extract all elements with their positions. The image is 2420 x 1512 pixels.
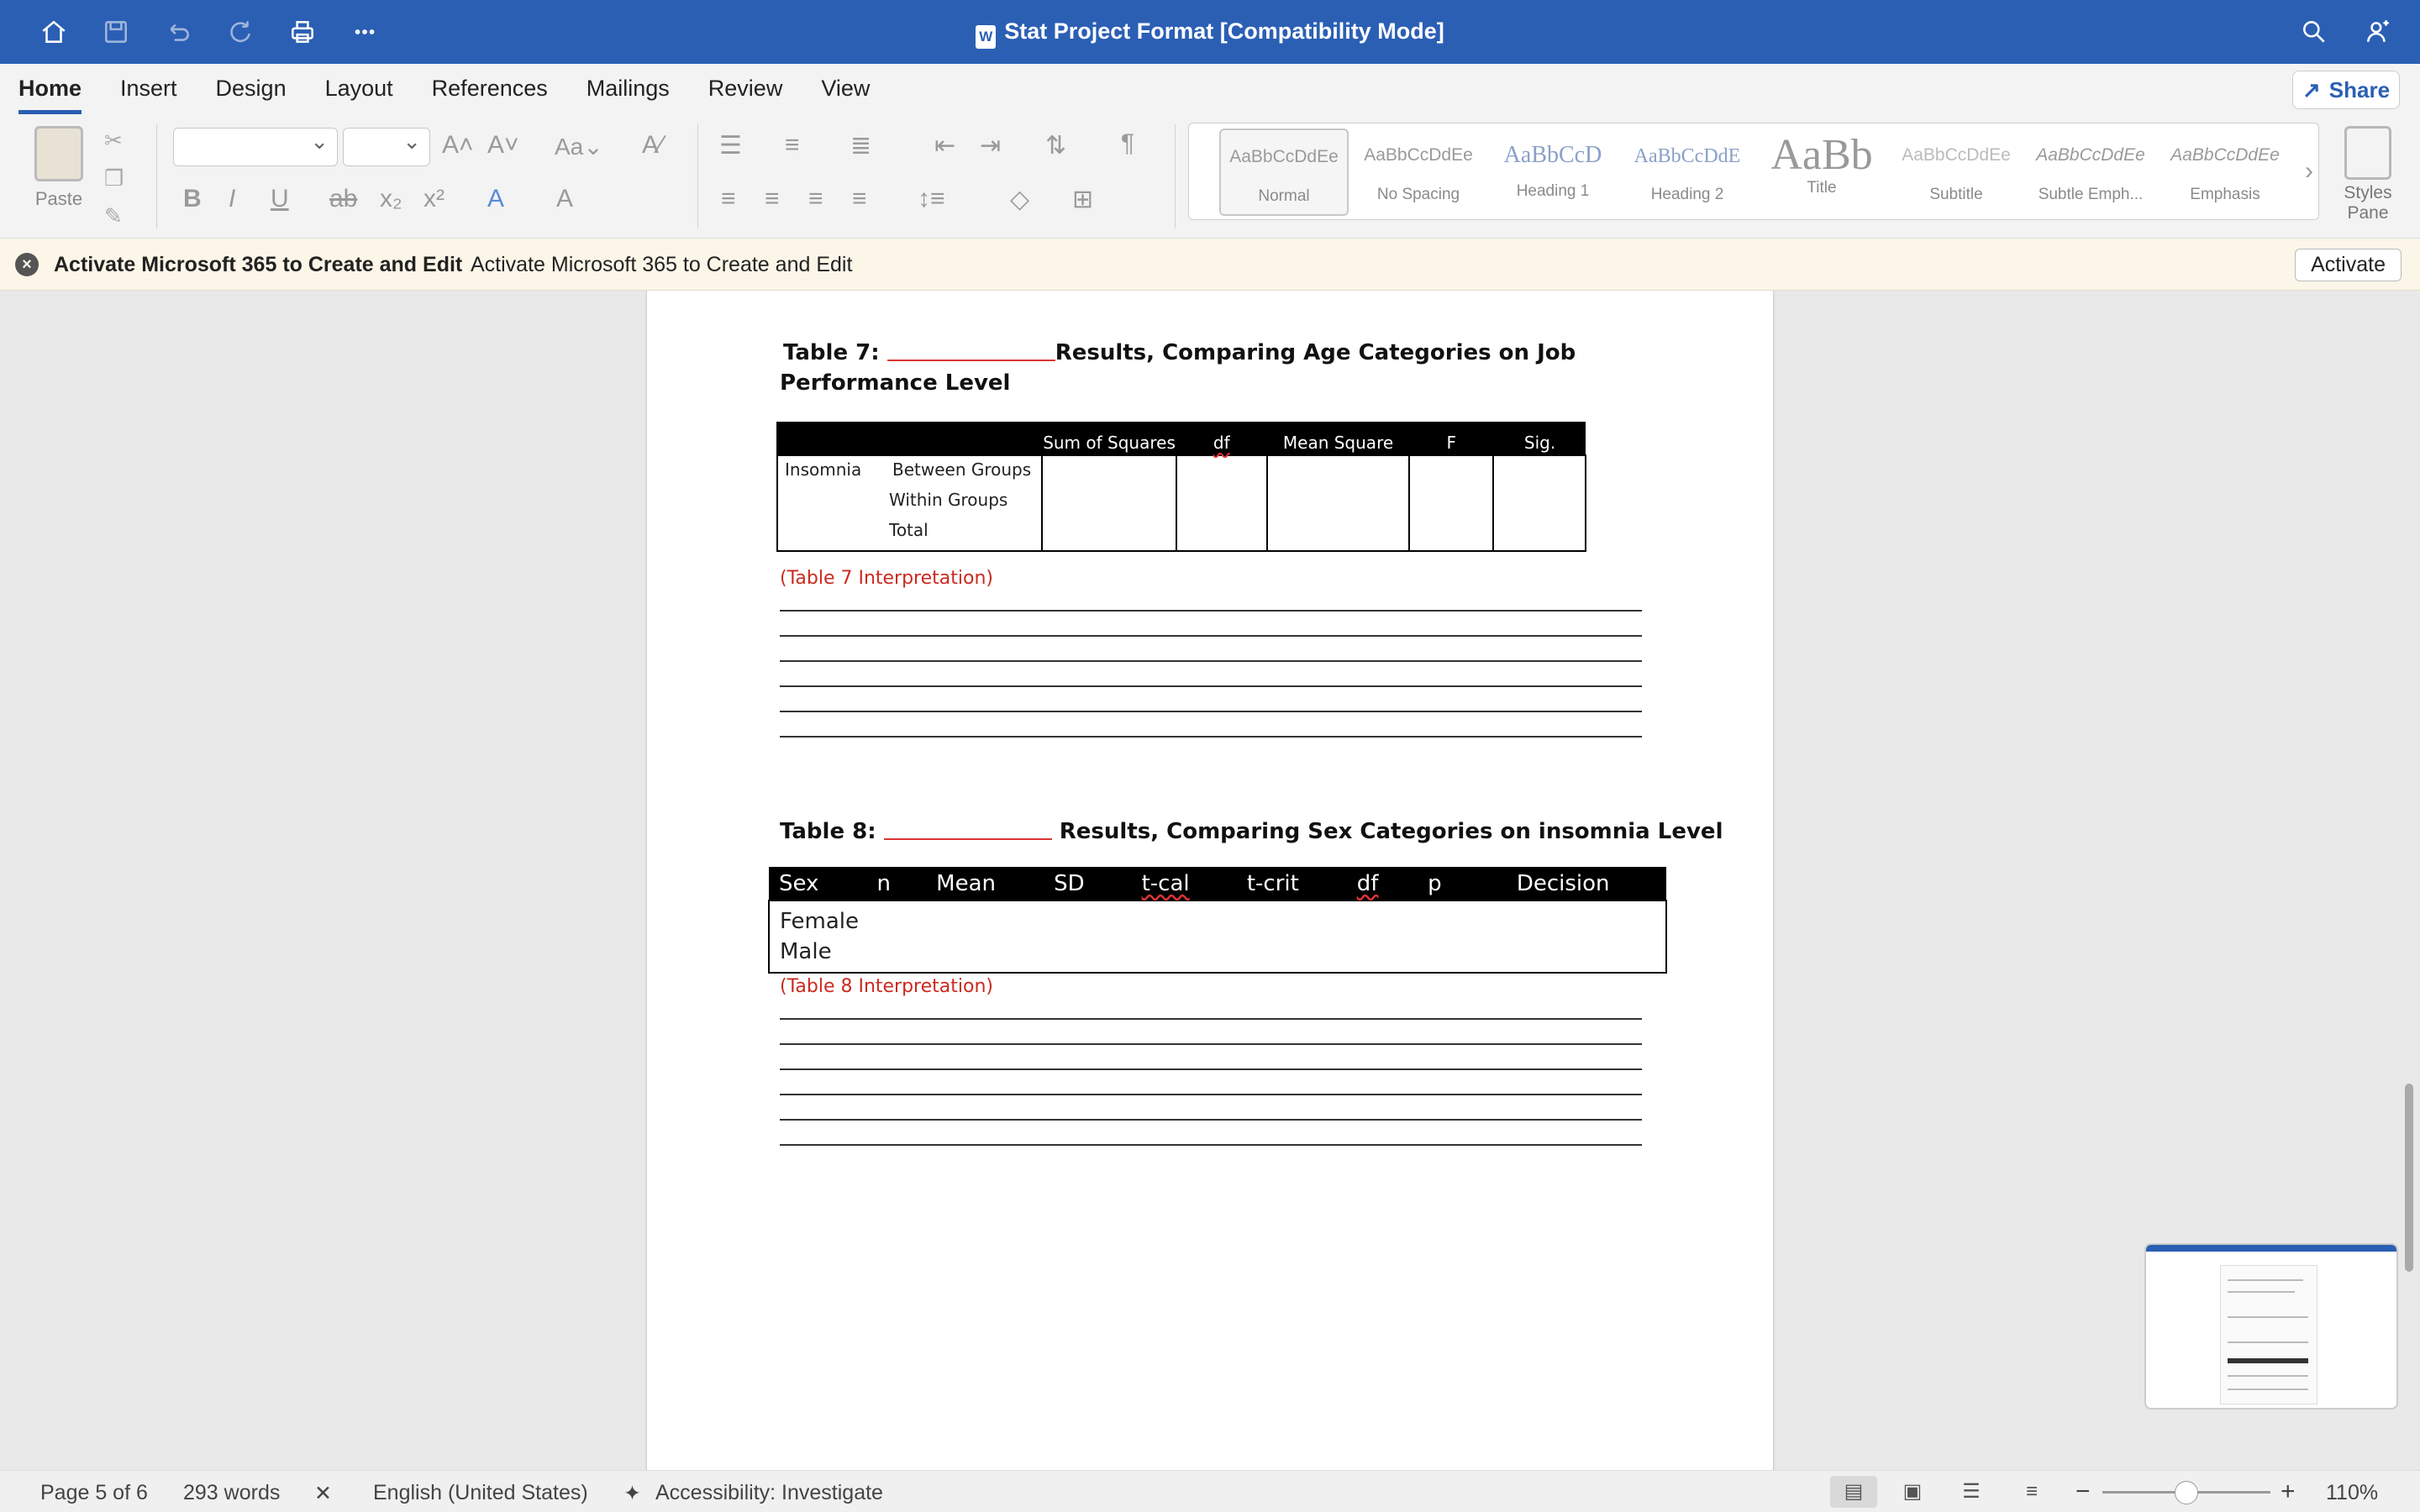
answer-line xyxy=(780,1018,1642,1020)
table-cell[interactable] xyxy=(1042,455,1176,551)
table-header: SD xyxy=(1027,867,1111,900)
bold-icon[interactable]: B xyxy=(183,185,202,213)
style-subtitle[interactable] xyxy=(1891,129,2021,216)
table-header: F xyxy=(1409,422,1493,455)
page-count[interactable]: Page 5 of 6 xyxy=(40,1481,148,1504)
style-heading-1[interactable] xyxy=(1488,129,1618,216)
table-header-text: df xyxy=(1356,870,1379,896)
style-sample: AaBbCcD xyxy=(1503,142,1602,168)
style-sample: AaBb xyxy=(1770,131,1873,179)
table8-caption-text: Results, Comparing Sex Categories on insomnia Level xyxy=(1059,819,1723,844)
font-color-icon[interactable]: A xyxy=(556,185,574,213)
cut-icon[interactable]: ✂ xyxy=(104,128,123,153)
group-label: Total xyxy=(889,520,929,540)
strikethrough-icon[interactable]: ab xyxy=(329,185,358,213)
paste-label: Paste xyxy=(34,188,83,209)
styles-gallery xyxy=(1188,123,2319,220)
zoom-level[interactable]: 110% xyxy=(2326,1481,2379,1504)
answer-line xyxy=(780,1144,1642,1146)
numbering-icon[interactable]: ≡ xyxy=(785,131,800,159)
format-painter-icon[interactable]: ✎ xyxy=(104,203,123,228)
share-label: Share xyxy=(2328,76,2391,102)
style-name: Subtle Emph... xyxy=(2038,186,2144,203)
styles-pane-button[interactable] xyxy=(2329,126,2407,223)
draft-view-icon[interactable]: ≡ xyxy=(2025,1480,2038,1503)
tab-insert[interactable]: Insert xyxy=(120,76,177,101)
table-row xyxy=(777,455,1586,551)
vertical-scrollbar[interactable] xyxy=(2405,1084,2413,1272)
font-name-select[interactable] xyxy=(173,128,338,166)
proofing-icon[interactable]: ✕ xyxy=(314,1482,332,1505)
language-status[interactable]: English (United States) xyxy=(373,1481,588,1504)
style-name: Emphasis xyxy=(2190,186,2260,203)
align-right-icon[interactable]: ≡ xyxy=(808,185,823,213)
tab-design[interactable]: Design xyxy=(215,76,287,101)
table-cell[interactable] xyxy=(1493,455,1586,551)
table-cell[interactable] xyxy=(769,900,1666,973)
table-header: n xyxy=(863,867,905,900)
account-icon[interactable] xyxy=(2361,15,2395,49)
table-cell[interactable] xyxy=(777,455,1042,551)
blank-line xyxy=(884,818,1052,840)
group-label: Between Groups xyxy=(892,459,1032,480)
zoom-slider-handle[interactable] xyxy=(2175,1481,2198,1504)
font-size-select[interactable] xyxy=(343,128,430,166)
answer-line xyxy=(780,1043,1642,1045)
activate-button[interactable]: Activate xyxy=(2295,249,2402,281)
search-icon[interactable] xyxy=(2297,15,2331,49)
styles-pane-label-2: Pane xyxy=(2347,203,2389,223)
thumbnail-titlebar xyxy=(2146,1245,2396,1252)
style-name: Heading 2 xyxy=(1650,186,1724,203)
style-sample: AaBbCcDdEe xyxy=(1229,147,1339,166)
answer-line xyxy=(780,635,1642,637)
italic-icon[interactable]: I xyxy=(229,185,236,213)
table7-caption-line2: Performance Level xyxy=(780,370,1011,396)
table-header xyxy=(1176,422,1267,455)
multilevel-list-icon[interactable]: ≣ xyxy=(850,132,872,160)
subscript-icon[interactable]: x₂ xyxy=(380,185,402,213)
tab-view[interactable]: View xyxy=(821,76,871,101)
word-doc-icon: W xyxy=(976,25,996,49)
table-header: Mean xyxy=(905,867,1028,900)
sort-icon[interactable]: ⇅ xyxy=(1045,132,1067,160)
table-row xyxy=(769,900,1666,973)
line-spacing-icon[interactable]: ↕≡ xyxy=(918,185,945,213)
page-thumbnail-preview[interactable] xyxy=(2144,1243,2398,1410)
grow-font-icon[interactable]: A˄ xyxy=(442,131,474,159)
row-label: Insomnia xyxy=(785,459,862,480)
table-header: Sig. xyxy=(1493,422,1586,455)
paste-button[interactable] xyxy=(25,126,92,210)
banner-title: Activate Microsoft 365 to Create and Edit xyxy=(54,253,463,276)
table-header xyxy=(1326,867,1410,900)
change-case-icon[interactable]: Aa⌄ xyxy=(555,134,603,160)
document-page[interactable] xyxy=(647,291,1773,1470)
increase-indent-icon[interactable]: ⇥ xyxy=(980,132,1002,160)
chevron-right-icon[interactable]: › xyxy=(2305,157,2313,185)
decrease-indent-icon[interactable]: ⇤ xyxy=(934,132,956,160)
answer-line xyxy=(780,1068,1642,1070)
accessibility-icon[interactable]: ✦ xyxy=(623,1482,641,1505)
title-bar xyxy=(0,0,2420,64)
ribbon-tab-bar xyxy=(0,64,2420,114)
table7-caption-text: Results, Comparing Age Categories on Job xyxy=(1055,340,1576,365)
table-header-text: df xyxy=(1213,432,1230,453)
blank-line xyxy=(887,339,1055,361)
answer-line xyxy=(780,736,1642,738)
style-sample: AaBbCcDdEe xyxy=(2036,145,2145,165)
style-no-spacing[interactable] xyxy=(1354,129,1483,216)
tab-home[interactable]: Home xyxy=(18,76,82,114)
style-name: Title xyxy=(1807,179,1837,197)
style-sample: AaBbCcDdE xyxy=(1634,145,1741,167)
answer-line xyxy=(780,685,1642,687)
shrink-font-icon[interactable]: A˅ xyxy=(487,131,519,159)
clipboard-icon xyxy=(34,126,83,181)
align-left-icon[interactable]: ≡ xyxy=(721,185,736,213)
banner-message: Activate Microsoft 365 to Create and Edit xyxy=(471,253,853,276)
tab-mailings[interactable]: Mailings xyxy=(586,76,670,101)
style-name: Subtitle xyxy=(1929,186,1983,203)
t-test-table xyxy=(768,867,1667,974)
ribbon-home-toolbar xyxy=(0,114,2420,239)
styles-pane-icon xyxy=(2344,126,2391,180)
row-label-male: Male xyxy=(780,939,832,964)
table-header: Sum of Squares xyxy=(1042,422,1176,455)
table-header: p xyxy=(1409,867,1460,900)
close-icon[interactable]: × xyxy=(15,253,39,276)
answer-line xyxy=(780,610,1642,612)
underline-icon[interactable]: U xyxy=(271,185,289,213)
shading-icon[interactable]: ◇ xyxy=(1010,186,1030,213)
print-layout-view-icon[interactable]: ▤ xyxy=(1830,1476,1877,1508)
table7-caption xyxy=(783,338,1576,368)
answer-line xyxy=(780,1119,1642,1121)
accessibility-status[interactable]: Accessibility: Investigate xyxy=(655,1481,883,1504)
thumbnail-page xyxy=(2220,1265,2317,1404)
style-name: Heading 1 xyxy=(1516,182,1590,200)
outline-view-icon[interactable]: ☰ xyxy=(1962,1480,1981,1503)
style-sample: AaBbCcDdEe xyxy=(2170,145,2280,165)
style-subtle-emphasis[interactable] xyxy=(2026,129,2155,216)
activation-banner xyxy=(0,239,2420,291)
zoom-out-icon[interactable]: − xyxy=(2075,1478,2091,1505)
table-header: Decision xyxy=(1460,867,1666,900)
styles-pane-label: Styles xyxy=(2344,183,2392,202)
style-title[interactable] xyxy=(1757,129,1886,216)
align-center-icon[interactable]: ≡ xyxy=(765,185,780,213)
table-cell[interactable] xyxy=(1176,455,1267,551)
zoom-in-icon[interactable]: + xyxy=(2281,1478,2296,1505)
style-name: Normal xyxy=(1258,187,1310,205)
table-header: t-crit xyxy=(1220,867,1326,900)
answer-line xyxy=(780,711,1642,712)
document-title-text: Stat Project Format [Compatibility Mode] xyxy=(1004,18,1444,44)
style-normal[interactable] xyxy=(1219,129,1349,216)
document-canvas[interactable] xyxy=(0,291,2420,1470)
status-bar xyxy=(0,1470,2420,1512)
row-label-female: Female xyxy=(780,909,860,934)
table-cell[interactable] xyxy=(1267,455,1410,551)
style-name: No Spacing xyxy=(1376,186,1460,203)
group-label: Within Groups xyxy=(889,490,1008,510)
focus-view-icon[interactable]: ▣ xyxy=(1902,1480,1923,1503)
tab-review[interactable]: Review xyxy=(708,76,783,101)
table8-caption xyxy=(780,816,1723,847)
clear-formatting-icon[interactable]: A∕ xyxy=(642,131,664,159)
share-button[interactable] xyxy=(2292,71,2400,109)
answer-line xyxy=(780,660,1642,662)
table-header: Sex xyxy=(769,867,863,900)
copy-icon[interactable]: ❐ xyxy=(104,165,124,191)
style-sample: AaBbCcDdEe xyxy=(1902,145,2011,165)
show-formatting-icon[interactable]: ¶ xyxy=(1121,129,1135,157)
text-effects-icon[interactable]: A xyxy=(487,185,505,213)
anova-table xyxy=(776,422,1586,552)
style-emphasis[interactable] xyxy=(2160,129,2290,216)
table7-interpretation: (Table 7 Interpretation) xyxy=(780,568,993,589)
answer-line xyxy=(780,1094,1642,1095)
tab-layout[interactable]: Layout xyxy=(324,76,393,101)
bullets-icon[interactable]: ☰ xyxy=(719,132,742,160)
word-count[interactable]: 293 words xyxy=(183,1481,281,1504)
share-icon: ↗ xyxy=(2302,76,2321,102)
table-header: Mean Square xyxy=(1267,422,1410,455)
table-header-blank xyxy=(777,422,1042,455)
tab-references[interactable]: References xyxy=(431,76,548,101)
table8-caption-prefix: Table 8: xyxy=(780,819,876,844)
superscript-icon[interactable]: x² xyxy=(424,185,445,213)
borders-icon[interactable]: ⊞ xyxy=(1072,186,1094,213)
table-header-text: t-cal xyxy=(1141,870,1190,896)
style-sample: AaBbCcDdEe xyxy=(1364,145,1473,165)
table-cell[interactable] xyxy=(1409,455,1493,551)
justify-icon[interactable]: ≡ xyxy=(852,185,867,213)
document-title xyxy=(0,18,2420,49)
table8-interpretation: (Table 8 Interpretation) xyxy=(780,976,993,997)
table7-caption-prefix: Table 7: xyxy=(783,340,880,365)
table-header xyxy=(1111,867,1220,900)
style-heading-2[interactable] xyxy=(1623,129,1752,216)
